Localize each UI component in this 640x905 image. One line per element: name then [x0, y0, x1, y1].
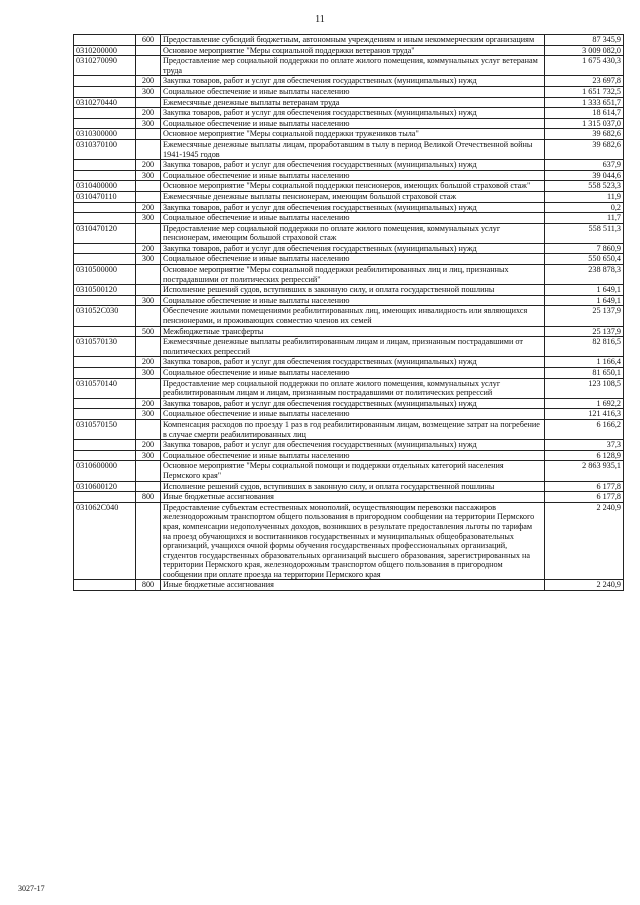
amount-cell: 82 816,5	[545, 337, 624, 357]
item-name-cell: Иные бюджетные ассигнования	[161, 492, 545, 503]
expense-type-cell	[136, 502, 161, 580]
item-name-cell: Предоставление мер социальной поддержки по оплате жилого помещения, коммунальных услуг ветеранам труда	[161, 56, 545, 76]
item-name-cell: Закупка товаров, работ и услуг для обеспечения государственных (муниципальных) нужд	[161, 76, 545, 87]
target-code-cell	[74, 492, 136, 503]
expense-type-cell: 300	[136, 86, 161, 97]
target-code-cell: 0310570140	[74, 378, 136, 398]
amount-cell: 1 692,2	[545, 398, 624, 409]
expense-type-cell: 200	[136, 398, 161, 409]
item-name-cell: Ежемесячные денежные выплаты реабилитированным лицам и лицам, признанным пострадавшими от политических репрессий	[161, 337, 545, 357]
target-code-cell	[74, 86, 136, 97]
amount-cell: 1 649,1	[545, 295, 624, 306]
target-code-cell	[74, 202, 136, 213]
item-name-cell: Ежемесячные денежные выплаты пенсионерам, имеющим большой страховой стаж	[161, 191, 545, 202]
amount-cell: 6 177,8	[545, 481, 624, 492]
item-name-cell: Социальное обеспечение и иные выплаты населению	[161, 170, 545, 181]
expense-type-cell: 300	[136, 213, 161, 224]
item-name-cell: Основное мероприятие "Меры социальной помощи и поддержки отдельных категорий населения Пермского края"	[161, 461, 545, 481]
item-name-cell: Закупка товаров, работ и услуг для обеспечения государственных (муниципальных) нужд	[161, 202, 545, 213]
item-name-cell: Компенсация расходов по проезду 1 раз в год реабилитированным лицам, возмещение затрат на погребение в случае смерти реабилитированных лиц	[161, 419, 545, 439]
table-row	[74, 295, 624, 306]
expense-type-cell	[136, 97, 161, 108]
table-row	[74, 502, 624, 580]
target-code-cell: 031052C030	[74, 306, 136, 326]
table-row	[74, 265, 624, 285]
item-name-cell: Основное мероприятие "Меры социальной поддержки реабилитированных лиц и лиц, признанных пострадавшими от политических репрессий"	[161, 265, 545, 285]
table-row	[74, 191, 624, 202]
item-name-cell: Предоставление субсидий бюджетным, автономным учреждениям и иным некоммерческим организациям	[161, 35, 545, 46]
table-row	[74, 450, 624, 461]
amount-cell: 1 333 651,7	[545, 97, 624, 108]
target-code-cell	[74, 398, 136, 409]
amount-cell: 6 166,2	[545, 419, 624, 439]
expense-type-cell: 600	[136, 35, 161, 46]
target-code-cell	[74, 440, 136, 451]
expense-type-cell: 500	[136, 326, 161, 337]
amount-cell: 11,7	[545, 213, 624, 224]
amount-cell: 558 523,3	[545, 181, 624, 192]
amount-cell: 123 108,5	[545, 378, 624, 398]
expense-type-cell: 300	[136, 118, 161, 129]
amount-cell: 558 511,3	[545, 223, 624, 243]
expense-type-cell	[136, 378, 161, 398]
amount-cell: 3 009 082,0	[545, 45, 624, 56]
expense-type-cell: 200	[136, 160, 161, 171]
table-row	[74, 108, 624, 119]
amount-cell: 238 878,3	[545, 265, 624, 285]
target-code-cell: 0310370100	[74, 139, 136, 159]
item-name-cell: Закупка товаров, работ и услуг для обеспечения государственных (муниципальных) нужд	[161, 108, 545, 119]
table-row	[74, 357, 624, 368]
target-code-cell	[74, 35, 136, 46]
target-code-cell: 0310470120	[74, 223, 136, 243]
item-name-cell: Закупка товаров, работ и услуг для обеспечения государственных (муниципальных) нужд	[161, 243, 545, 254]
expense-type-cell: 300	[136, 170, 161, 181]
expense-type-cell	[136, 461, 161, 481]
target-code-cell: 0310570130	[74, 337, 136, 357]
table-row	[74, 419, 624, 439]
target-code-cell	[74, 160, 136, 171]
item-name-cell: Исполнение решений судов, вступивших в законную силу, и оплата государственной пошлины	[161, 285, 545, 296]
amount-cell: 25 137,9	[545, 306, 624, 326]
expense-type-cell	[136, 265, 161, 285]
amount-cell: 2 240,9	[545, 502, 624, 580]
table-row	[74, 398, 624, 409]
amount-cell: 87 345,9	[545, 35, 624, 46]
target-code-cell: 0310500000	[74, 265, 136, 285]
expense-type-cell	[136, 285, 161, 296]
expense-type-cell	[136, 129, 161, 140]
item-name-cell: Предоставление субъектам естественных монополий, осуществляющим перевозки пассажиров железнодорожным транспортом общего пользования в пригородном сообщении на территории Пермского края, компенсации недополученных доходов, возникших в результате предоставления льготы по тарифам на проезд обучающихся и воспитанников государственных и муниципальных общеобразовательных организаций, учащихся очной формы обучения государственных профессиональных организаций, студентов государственных образовательных организаций высшего образования, зарегистрированных на территории Пермского края, железнодорожным транспортом общего пользования в пригородном сообщении при оплате проезда на территории Пермского края	[161, 502, 545, 580]
item-name-cell: Исполнение решений судов, вступивших в законную силу, и оплата государственной пошлины	[161, 481, 545, 492]
expense-type-cell: 200	[136, 76, 161, 87]
expense-type-cell: 800	[136, 580, 161, 591]
item-name-cell: Социальное обеспечение и иные выплаты населению	[161, 295, 545, 306]
expense-type-cell: 200	[136, 357, 161, 368]
item-name-cell: Социальное обеспечение и иные выплаты населению	[161, 368, 545, 379]
amount-cell: 18 614,7	[545, 108, 624, 119]
target-code-cell	[74, 243, 136, 254]
item-name-cell: Социальное обеспечение и иные выплаты населению	[161, 86, 545, 97]
table-row	[74, 378, 624, 398]
expense-type-cell	[136, 481, 161, 492]
expense-type-cell	[136, 45, 161, 56]
target-code-cell	[74, 326, 136, 337]
item-name-cell: Закупка товаров, работ и услуг для обеспечения государственных (муниципальных) нужд	[161, 440, 545, 451]
item-name-cell: Социальное обеспечение и иные выплаты населению	[161, 409, 545, 420]
expense-type-cell	[136, 306, 161, 326]
item-name-cell: Ежемесячные денежные выплаты ветеранам труда	[161, 97, 545, 108]
table-row	[74, 492, 624, 503]
budget-table-body	[74, 35, 624, 591]
expense-type-cell: 200	[136, 440, 161, 451]
expense-type-cell	[136, 181, 161, 192]
expense-type-cell: 300	[136, 254, 161, 265]
amount-cell: 2 863 935,1	[545, 461, 624, 481]
item-name-cell: Закупка товаров, работ и услуг для обеспечения государственных (муниципальных) нужд	[161, 357, 545, 368]
expense-type-cell	[136, 56, 161, 76]
target-code-cell: 0310300000	[74, 129, 136, 140]
table-row	[74, 76, 624, 87]
target-code-cell: 0310600120	[74, 481, 136, 492]
target-code-cell: 0310470110	[74, 191, 136, 202]
table-row	[74, 35, 624, 46]
budget-table	[73, 34, 624, 591]
target-code-cell	[74, 409, 136, 420]
amount-cell: 6 177,8	[545, 492, 624, 503]
table-row	[74, 481, 624, 492]
table-row	[74, 368, 624, 379]
table-row	[74, 129, 624, 140]
amount-cell: 39 682,6	[545, 139, 624, 159]
target-code-cell: 0310600000	[74, 461, 136, 481]
target-code-cell: 0310270090	[74, 56, 136, 76]
amount-cell: 25 137,9	[545, 326, 624, 337]
target-code-cell: 0310270440	[74, 97, 136, 108]
item-name-cell: Обеспечение жилыми помещениями реабилитированных лиц, имеющих инвалидность или являющихся пенсионерами, и проживающих совместно членов их семей	[161, 306, 545, 326]
target-code-cell	[74, 580, 136, 591]
item-name-cell: Иные бюджетные ассигнования	[161, 580, 545, 591]
amount-cell: 1 166,4	[545, 357, 624, 368]
item-name-cell: Предоставление мер социальной поддержки по оплате жилого помещения, коммунальных услуг пенсионерам, имеющим большой страховой стаж	[161, 223, 545, 243]
expense-type-cell: 300	[136, 450, 161, 461]
target-code-cell: 031062C040	[74, 502, 136, 580]
target-code-cell: 0310570150	[74, 419, 136, 439]
expense-type-cell: 300	[136, 409, 161, 420]
target-code-cell	[74, 213, 136, 224]
item-name-cell: Основное мероприятие "Меры социальной поддержки ветеранов труда"	[161, 45, 545, 56]
table-row	[74, 440, 624, 451]
expense-type-cell: 300	[136, 295, 161, 306]
table-row	[74, 97, 624, 108]
table-row	[74, 254, 624, 265]
expense-type-cell	[136, 191, 161, 202]
table-row	[74, 202, 624, 213]
table-row	[74, 285, 624, 296]
amount-cell: 81 650,1	[545, 368, 624, 379]
target-code-cell	[74, 254, 136, 265]
amount-cell: 37,3	[545, 440, 624, 451]
table-row	[74, 223, 624, 243]
target-code-cell	[74, 450, 136, 461]
amount-cell: 550 650,4	[545, 254, 624, 265]
amount-cell: 637,9	[545, 160, 624, 171]
amount-cell: 2 240,9	[545, 580, 624, 591]
item-name-cell: Социальное обеспечение и иные выплаты населению	[161, 254, 545, 265]
amount-cell: 1 651 732,5	[545, 86, 624, 97]
table-row	[74, 170, 624, 181]
expense-type-cell	[136, 139, 161, 159]
table-row	[74, 213, 624, 224]
table-row	[74, 580, 624, 591]
table-row	[74, 139, 624, 159]
amount-cell: 121 416,3	[545, 409, 624, 420]
target-code-cell	[74, 357, 136, 368]
item-name-cell: Социальное обеспечение и иные выплаты населению	[161, 213, 545, 224]
expense-type-cell: 200	[136, 108, 161, 119]
amount-cell: 39 682,6	[545, 129, 624, 140]
target-code-cell	[74, 76, 136, 87]
expense-type-cell	[136, 337, 161, 357]
expense-type-cell: 200	[136, 202, 161, 213]
amount-cell: 23 697,8	[545, 76, 624, 87]
table-row	[74, 409, 624, 420]
amount-cell: 1 675 430,3	[545, 56, 624, 76]
amount-cell: 1 315 037,0	[545, 118, 624, 129]
target-code-cell: 0310200000	[74, 45, 136, 56]
amount-cell: 1 649,1	[545, 285, 624, 296]
item-name-cell: Закупка товаров, работ и услуг для обеспечения государственных (муниципальных) нужд	[161, 160, 545, 171]
table-row	[74, 326, 624, 337]
item-name-cell: Социальное обеспечение и иные выплаты населению	[161, 450, 545, 461]
target-code-cell	[74, 108, 136, 119]
amount-cell: 11,9	[545, 191, 624, 202]
item-name-cell: Социальное обеспечение и иные выплаты населению	[161, 118, 545, 129]
table-row	[74, 337, 624, 357]
expense-type-cell: 800	[136, 492, 161, 503]
item-name-cell: Ежемесячные денежные выплаты лицам, проработавшим в тылу в период Великой Отечественной войны 1941-1945 годов	[161, 139, 545, 159]
target-code-cell	[74, 118, 136, 129]
table-row	[74, 118, 624, 129]
table-row	[74, 243, 624, 254]
amount-cell: 7 860,9	[545, 243, 624, 254]
expense-type-cell: 300	[136, 368, 161, 379]
expense-type-cell	[136, 419, 161, 439]
target-code-cell	[74, 170, 136, 181]
item-name-cell: Основное мероприятие "Меры социальной поддержки пенсионеров, имеющих большой страховой стаж"	[161, 181, 545, 192]
target-code-cell	[74, 368, 136, 379]
item-name-cell: Предоставление мер социальной поддержки по оплате жилого помещения, коммунальных услуг реабилитированным лицам и лицам, признанным пострадавшими от политических репрессий	[161, 378, 545, 398]
footer-code: 3027-17	[18, 884, 45, 893]
item-name-cell: Закупка товаров, работ и услуг для обеспечения государственных (муниципальных) нужд	[161, 398, 545, 409]
table-row	[74, 461, 624, 481]
table-row	[74, 56, 624, 76]
table-row	[74, 45, 624, 56]
amount-cell: 6 128,9	[545, 450, 624, 461]
amount-cell: 39 044,6	[545, 170, 624, 181]
expense-type-cell: 200	[136, 243, 161, 254]
expense-type-cell	[136, 223, 161, 243]
table-row	[74, 306, 624, 326]
table-row	[74, 86, 624, 97]
table-row	[74, 181, 624, 192]
target-code-cell: 0310500120	[74, 285, 136, 296]
page-number: 11	[315, 14, 325, 25]
item-name-cell: Основное мероприятие "Меры социальной поддержки тружеников тыла"	[161, 129, 545, 140]
target-code-cell	[74, 295, 136, 306]
item-name-cell: Межбюджетные трансферты	[161, 326, 545, 337]
table-row	[74, 160, 624, 171]
target-code-cell: 0310400000	[74, 181, 136, 192]
amount-cell: 0,2	[545, 202, 624, 213]
